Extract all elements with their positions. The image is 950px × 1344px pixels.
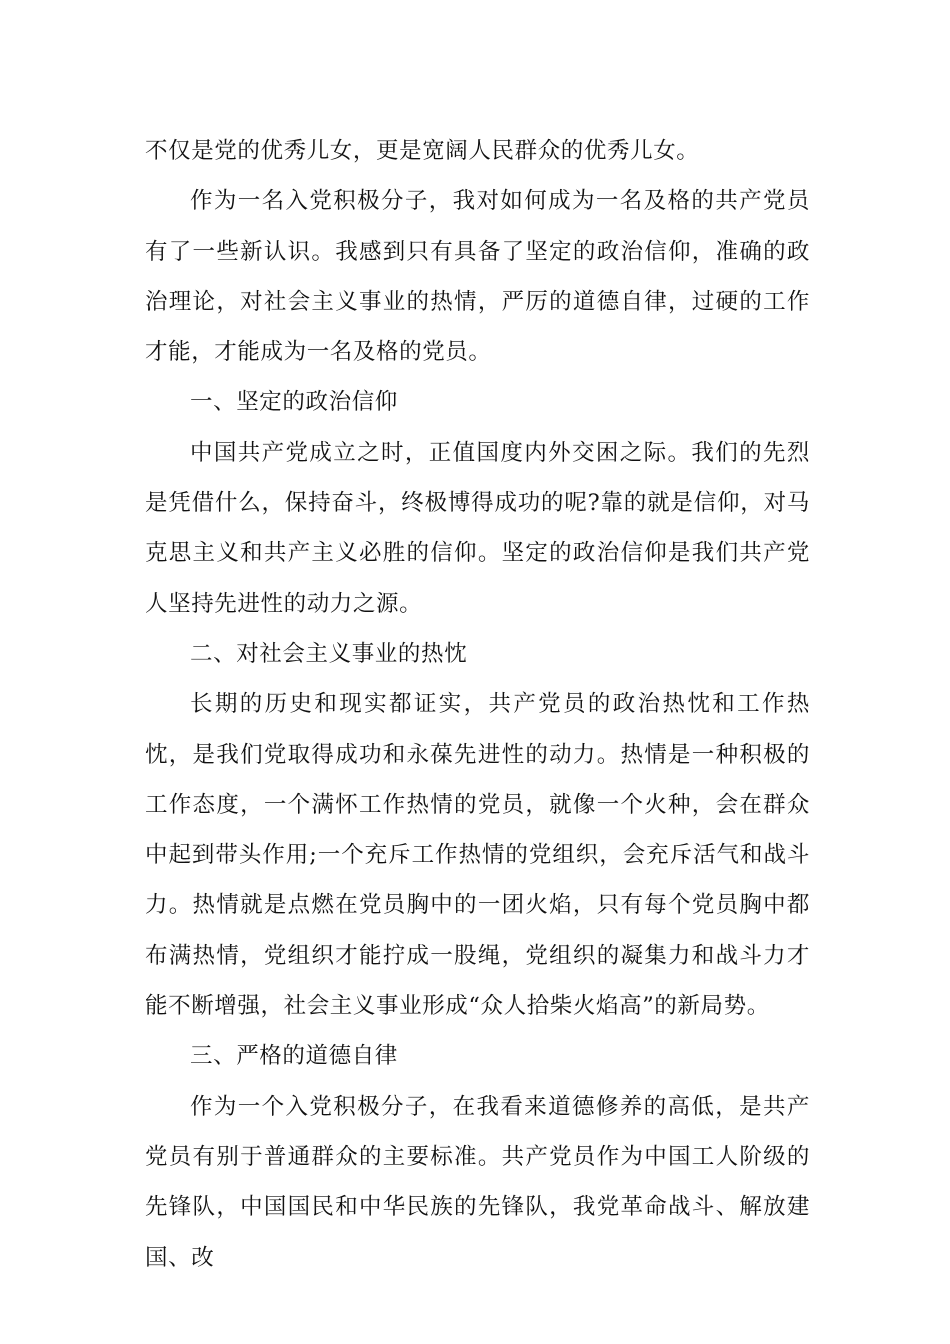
paragraph-new-understanding: 作为一名入党积极分子，我对如何成为一名及格的共产党员有了一些新认识。我感到只有具备了坚定的政治信仰，准确的政治理论，对社会主义事业的热情，严厉的道德自律，过硬的工作才能，才能成为一名及格的党员。: [145, 188, 810, 366]
paragraph-political-belief: 中国共产党成立之时，正值国度内外交困之际。我们的先烈是凭借什么，保持奋斗，终极博得成功的呢?靠的就是信仰，对马克思主义和共产主义必胜的信仰。坚定的政治信仰是我们共产党人坚持先进性的动力之源。: [145, 439, 810, 617]
paragraph-continuation: 不仅是党的优秀儿女，更是宽阔人民群众的优秀儿女。: [145, 138, 700, 164]
paragraph-enthusiasm: 长期的历史和现实都证实，共产党员的政治热忱和工作热忱，是我们党取得成功和永葆先进性的动力。热情是一种积极的工作态度，一个满怀工作热情的党员，就像一个火种，会在群众中起到带头作用;一个充斥工作热情的党组织，会充斥活气和战斗力。热情就是点燃在党员胸中的一团火焰，只有每个党员胸中都布满热情，党组织才能拧成一股绳，党组织的凝集力和战斗力才能不断增强，社会主义事业形成“众人拾柴火焰高”的新局势。: [145, 691, 810, 1020]
section-heading-moral-discipline: 三、严格的道德自律: [190, 1043, 398, 1070]
section-heading-enthusiasm: 二、对社会主义事业的热忱: [190, 640, 468, 667]
paragraph-moral-discipline: 作为一个入党积极分子，在我看来道德修养的高低，是共产党员有别于普通群众的主要标准。共产党员作为中国工人阶级的先锋队，中国国民和中华民族的先锋队，我党革命战斗、解放建国、改: [145, 1093, 810, 1271]
document-body: [145, 126, 810, 1283]
section-heading-political-belief: 一、坚定的政治信仰: [190, 389, 398, 416]
